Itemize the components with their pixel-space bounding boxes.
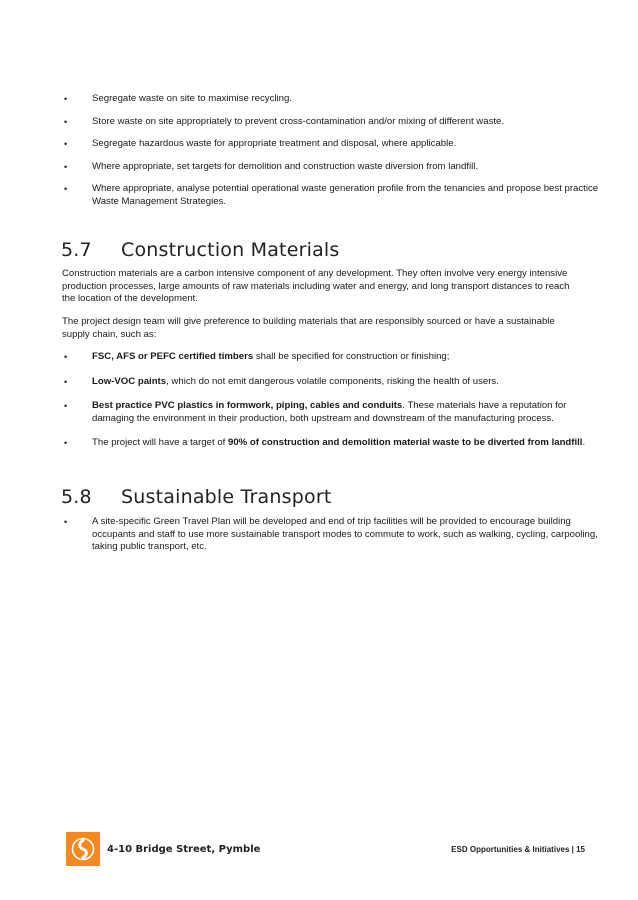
- paragraph: Construction materials are a carbon intensive component of any development. They often involve very energy intensive production processes, large amounts of raw materials including water and energy, and long transport distances to reach the location of the development.: [62, 268, 570, 304]
- list-item: [62, 183, 606, 208]
- bullet-text: .: [582, 437, 586, 448]
- footer-address: 4-10 Bridge Street, Pymble: [107, 844, 261, 855]
- transport-bullet-list: [62, 516, 606, 554]
- bullet-text: Where appropriate, analyse potential operational waste generation profile from the tenancies and propose best practice Waste Management Strategies.: [92, 183, 599, 207]
- list-item: [62, 437, 606, 450]
- section-number: 5.8: [61, 486, 92, 508]
- paragraph: The project design team will give preference to building materials that are responsibly sourced or have a sustainable supply chain, such as:: [62, 316, 555, 340]
- waste-bullet-list: [62, 93, 606, 218]
- list-item: [62, 376, 606, 389]
- section-title: Construction Materials: [121, 239, 340, 261]
- bullet-text: Store waste on site appropriately to prevent cross-contamination and/or mixing of different waste.: [92, 115, 505, 127]
- list-item: [62, 516, 606, 554]
- bold-text: Best practice PVC plastics in formwork, piping, cables and conduits: [92, 400, 403, 411]
- bold-text: 90% of construction and demolition material waste to be diverted from landfill: [227, 437, 583, 448]
- bullet-icon: •: [64, 139, 68, 149]
- bullet-text: Segregate waste on site to maximise recycling.: [92, 93, 292, 104]
- section-heading-sustainable-transport: [61, 486, 331, 508]
- bullet-icon: •: [64, 352, 68, 362]
- orange-logo-icon: [66, 832, 100, 866]
- section-title: Sustainable Transport: [121, 486, 332, 508]
- bold-text: Low-VOC paints: [92, 375, 167, 387]
- bullet-icon: •: [64, 401, 68, 411]
- bold-text: FSC, AFS or PEFC certified timbers: [92, 351, 254, 362]
- section-number: 5.7: [61, 239, 92, 261]
- section-heading-construction-materials: [61, 239, 340, 261]
- list-item: [62, 93, 606, 106]
- materials-bullet-list: [62, 351, 606, 462]
- list-item: [62, 351, 606, 364]
- bullet-text: , which do not emit dangerous volatile components, risking the health of users.: [166, 375, 499, 387]
- bullet-icon: •: [64, 517, 68, 527]
- list-item: [62, 400, 606, 425]
- bullet-text: Where appropriate, set targets for demolition and construction waste diversion from landfill.: [92, 160, 479, 172]
- bullet-icon: •: [64, 376, 68, 387]
- footer-page-label: ESD Opportunities & Initiatives | 15: [451, 845, 585, 854]
- bullet-icon: •: [64, 184, 68, 194]
- bullet-icon: •: [64, 116, 68, 127]
- bullet-text: . These materials have a reputation for damaging the environment in their production, both upstream and downstream of the manufacturing process.: [92, 400, 567, 424]
- bullet-icon: •: [64, 438, 68, 448]
- bullet-text: The project will have a target of: [92, 437, 228, 448]
- bullet-icon: •: [64, 161, 68, 172]
- list-item: [62, 138, 606, 151]
- bullet-text: A site-specific Green Travel Plan will be developed and end of trip facilities will be provided to encourage building occupants and staff to use more sustainable transport modes to commute to work, such as walking, cycling, carpooling, taking public transport, etc.: [92, 516, 598, 552]
- bullet-text: shall be specified for construction or finishing;: [253, 351, 450, 362]
- list-item: [62, 116, 606, 129]
- bullet-icon: •: [64, 94, 68, 104]
- list-item: [62, 161, 606, 174]
- bullet-text: Segregate hazardous waste for appropriate treatment and disposal, where applicable.: [92, 138, 457, 149]
